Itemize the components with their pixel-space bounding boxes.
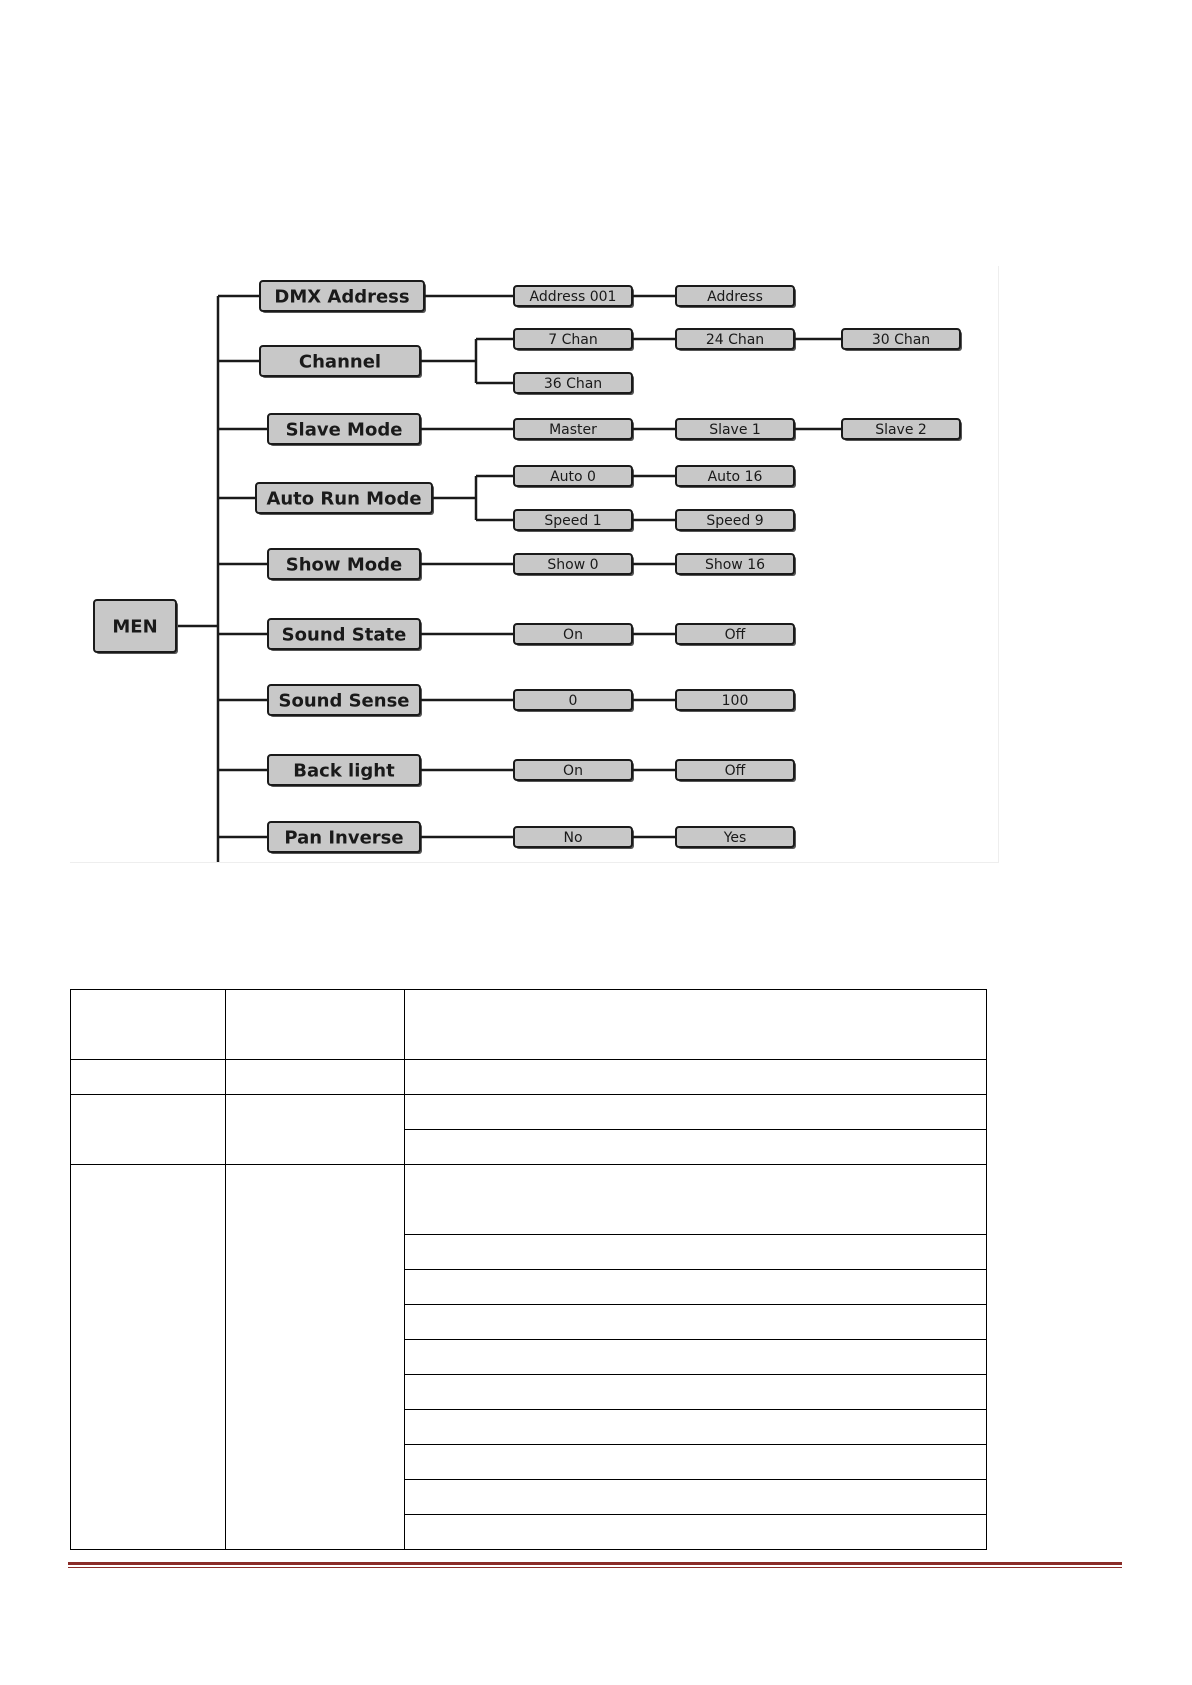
- option-box-off: [676, 624, 796, 646]
- option-box-100: [676, 690, 796, 712]
- table-cell: [226, 1060, 405, 1095]
- option-box-show-0-label: Show 0: [547, 557, 599, 573]
- option-box-address-label: Address: [707, 289, 763, 305]
- footer-rule: [68, 1562, 1122, 1565]
- option-box-speed-1-label: Speed 1: [544, 513, 602, 529]
- menu-box-back-light-label: Back light: [293, 760, 395, 782]
- option-box-7-chan: [514, 329, 634, 351]
- menu-box-slave-mode-label: Slave Mode: [285, 419, 403, 441]
- table-cell: [71, 1095, 226, 1165]
- menu-box-slave-mode: [268, 414, 422, 446]
- option-box-slave-1: [676, 419, 796, 441]
- menu-box-channel-label: Channel: [298, 351, 382, 373]
- table-cell: [405, 1165, 987, 1235]
- option-box-on: [514, 624, 634, 646]
- menu-box-pan-inverse-label: Pan Inverse: [284, 827, 404, 849]
- table-cell: [226, 1165, 405, 1550]
- option-box-yes-label: Yes: [723, 830, 747, 846]
- option-box-master: [514, 419, 634, 441]
- table-cell: [71, 990, 226, 1060]
- option-box-slave-1-label: Slave 1: [709, 422, 761, 438]
- table-cell: [226, 1095, 405, 1165]
- menu-box-channel: [260, 346, 422, 378]
- option-box-30-chan-label: 30 Chan: [871, 332, 931, 348]
- menu-box-dmx-address: [260, 281, 426, 313]
- option-box-off-label: Off: [724, 627, 746, 643]
- option-box-show-16-label: Show 16: [704, 557, 766, 573]
- table-cell: [405, 1270, 987, 1305]
- menu-box-sound-state-label: Sound State: [281, 624, 407, 646]
- table-cell: [226, 990, 405, 1060]
- option-box-auto-16-label: Auto 16: [707, 469, 763, 485]
- table-cell: [405, 1445, 987, 1480]
- table-cell: [405, 1130, 987, 1165]
- option-box-0: [514, 690, 634, 712]
- option-box-yes: [676, 827, 796, 849]
- root-menu-box-label: MEN: [112, 616, 158, 638]
- option-box-on-label: On: [563, 763, 583, 779]
- option-box-slave-2-label: Slave 2: [875, 422, 927, 438]
- option-box-7-chan-label: 7 Chan: [548, 332, 598, 348]
- option-box-address-001: [514, 286, 634, 308]
- table-cell: [405, 1480, 987, 1515]
- option-box-slave-2: [842, 419, 962, 441]
- table-row: [71, 990, 987, 1060]
- option-box-30-chan: [842, 329, 962, 351]
- option-box-speed-1: [514, 510, 634, 532]
- menu-box-dmx-address-label: DMX Address: [274, 286, 410, 308]
- option-box-no-label: No: [563, 830, 583, 846]
- option-box-address: [676, 286, 796, 308]
- option-box-on: [514, 760, 634, 782]
- menu-box-auto-run-mode-label: Auto Run Mode: [266, 488, 422, 510]
- option-box-off-label: Off: [724, 763, 746, 779]
- table-cell: [405, 1340, 987, 1375]
- option-box-24-chan: [676, 329, 796, 351]
- table-cell: [71, 1165, 226, 1550]
- option-box-on-label: On: [563, 627, 583, 643]
- table-cell: [405, 1410, 987, 1445]
- menu-box-show-mode-label: Show Mode: [285, 554, 403, 576]
- table-row: [71, 1095, 987, 1130]
- option-box-24-chan-label: 24 Chan: [705, 332, 765, 348]
- menu-box-pan-inverse: [268, 822, 422, 854]
- option-box-100-label: 100: [721, 693, 749, 709]
- option-box-master-label: Master: [549, 422, 597, 438]
- option-box-address-001-label: Address 001: [529, 289, 617, 305]
- table-cell: [405, 1305, 987, 1340]
- menu-box-auto-run-mode: [256, 483, 434, 515]
- table-cell: [405, 1515, 987, 1550]
- table-cell: [71, 1060, 226, 1095]
- menu-box-back-light: [268, 755, 422, 787]
- option-box-auto-16: [676, 466, 796, 488]
- option-box-off: [676, 760, 796, 782]
- option-box-show-16: [676, 554, 796, 576]
- option-box-speed-9-label: Speed 9: [706, 513, 764, 529]
- option-box-36-chan: [514, 373, 634, 395]
- menu-diagram: [70, 266, 999, 863]
- menu-box-sound-sense-label: Sound Sense: [278, 690, 410, 712]
- table-row: [71, 1060, 987, 1095]
- footer-rule-thin: [68, 1567, 1122, 1568]
- menu-box-sound-sense: [268, 685, 422, 717]
- option-box-no: [514, 827, 634, 849]
- menu-tree-svg: [70, 266, 998, 862]
- table-cell: [405, 1375, 987, 1410]
- menu-box-show-mode: [268, 549, 422, 581]
- option-box-auto-0: [514, 466, 634, 488]
- option-box-auto-0-label: Auto 0: [550, 469, 596, 485]
- option-box-36-chan-label: 36 Chan: [543, 376, 603, 392]
- table-row: [71, 1165, 987, 1235]
- option-box-show-0: [514, 554, 634, 576]
- table-cell: [405, 1095, 987, 1130]
- menu-box-sound-state: [268, 619, 422, 651]
- table-cell: [405, 1235, 987, 1270]
- blank-table: [70, 989, 987, 1550]
- option-box-speed-9: [676, 510, 796, 532]
- table-cell: [405, 990, 987, 1060]
- table-cell: [405, 1060, 987, 1095]
- option-box-0-label: 0: [568, 693, 578, 709]
- root-menu-box: [94, 600, 178, 654]
